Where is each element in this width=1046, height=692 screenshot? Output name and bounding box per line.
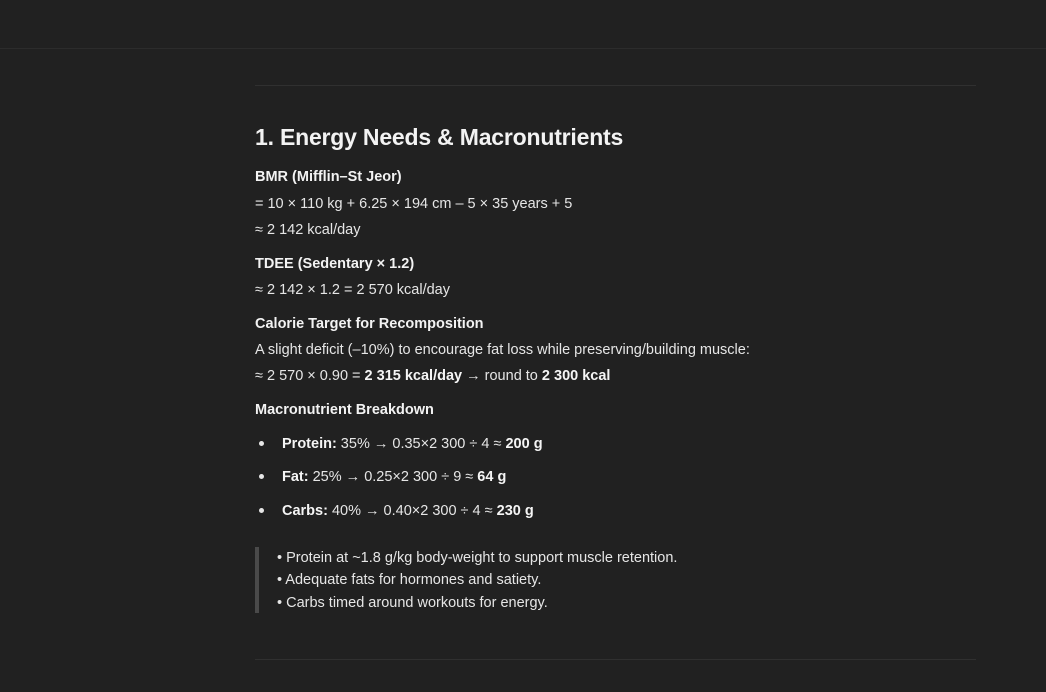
calc-middle: → round to bbox=[462, 368, 542, 384]
note-line: • Adequate fats for hormones and satiety. bbox=[277, 572, 542, 588]
bmr-result: ≈ 2 142 kcal/day bbox=[255, 222, 361, 238]
macro-label: Carbs: bbox=[282, 503, 328, 519]
macro-calc: 40% → 0.40×2 300 ÷ 4 ≈ bbox=[327, 503, 497, 519]
section-heading: 1. Energy Needs & Macronutrients bbox=[255, 124, 624, 150]
macro-calc: 35% → 0.35×2 300 ÷ 4 ≈ bbox=[336, 436, 506, 452]
note-line: • Protein at ~1.8 g/kg body-weight to support muscle retention. bbox=[277, 550, 678, 566]
bullet-dot-icon bbox=[259, 474, 264, 479]
bmr-title: BMR (Mifflin–St Jeor) bbox=[255, 169, 402, 185]
macro-item-carbs bbox=[259, 503, 534, 519]
macro-calc: 25% → 0.25×2 300 ÷ 9 ≈ bbox=[308, 469, 478, 485]
calc-prefix: ≈ 2 570 × 0.90 = bbox=[255, 368, 365, 384]
divider-top bbox=[255, 85, 976, 86]
macro-value: 230 g bbox=[496, 503, 534, 519]
bullet-dot-icon bbox=[259, 441, 264, 446]
macro-label: Fat: bbox=[282, 469, 309, 485]
tdee-title: TDEE (Sedentary × 1.2) bbox=[255, 256, 415, 272]
macros-title: Macronutrient Breakdown bbox=[255, 402, 434, 418]
calc-value: 2 315 kcal/day bbox=[364, 368, 463, 384]
tdee-formula: ≈ 2 142 × 1.2 = 2 570 kcal/day bbox=[255, 282, 450, 298]
macro-value: 64 g bbox=[477, 469, 507, 485]
calorie-target-calc bbox=[255, 368, 610, 384]
top-bar bbox=[0, 0, 1046, 49]
calorie-target-description: A slight deficit (–10%) to encourage fat loss while preserving/building muscle: bbox=[255, 342, 750, 358]
note-line: • Carbs timed around workouts for energy. bbox=[277, 595, 548, 611]
macro-item-fat bbox=[259, 469, 506, 485]
divider-bottom bbox=[255, 659, 976, 660]
bullet-dot-icon bbox=[259, 508, 264, 513]
macro-item-protein bbox=[259, 436, 543, 452]
macro-value: 200 g bbox=[505, 436, 543, 452]
bmr-formula: = 10 × 110 kg + 6.25 × 194 cm – 5 × 35 years + 5 bbox=[255, 196, 573, 212]
calorie-target-title: Calorie Target for Recomposition bbox=[255, 316, 484, 332]
calc-rounded: 2 300 kcal bbox=[541, 368, 611, 384]
macro-label: Protein: bbox=[282, 436, 337, 452]
